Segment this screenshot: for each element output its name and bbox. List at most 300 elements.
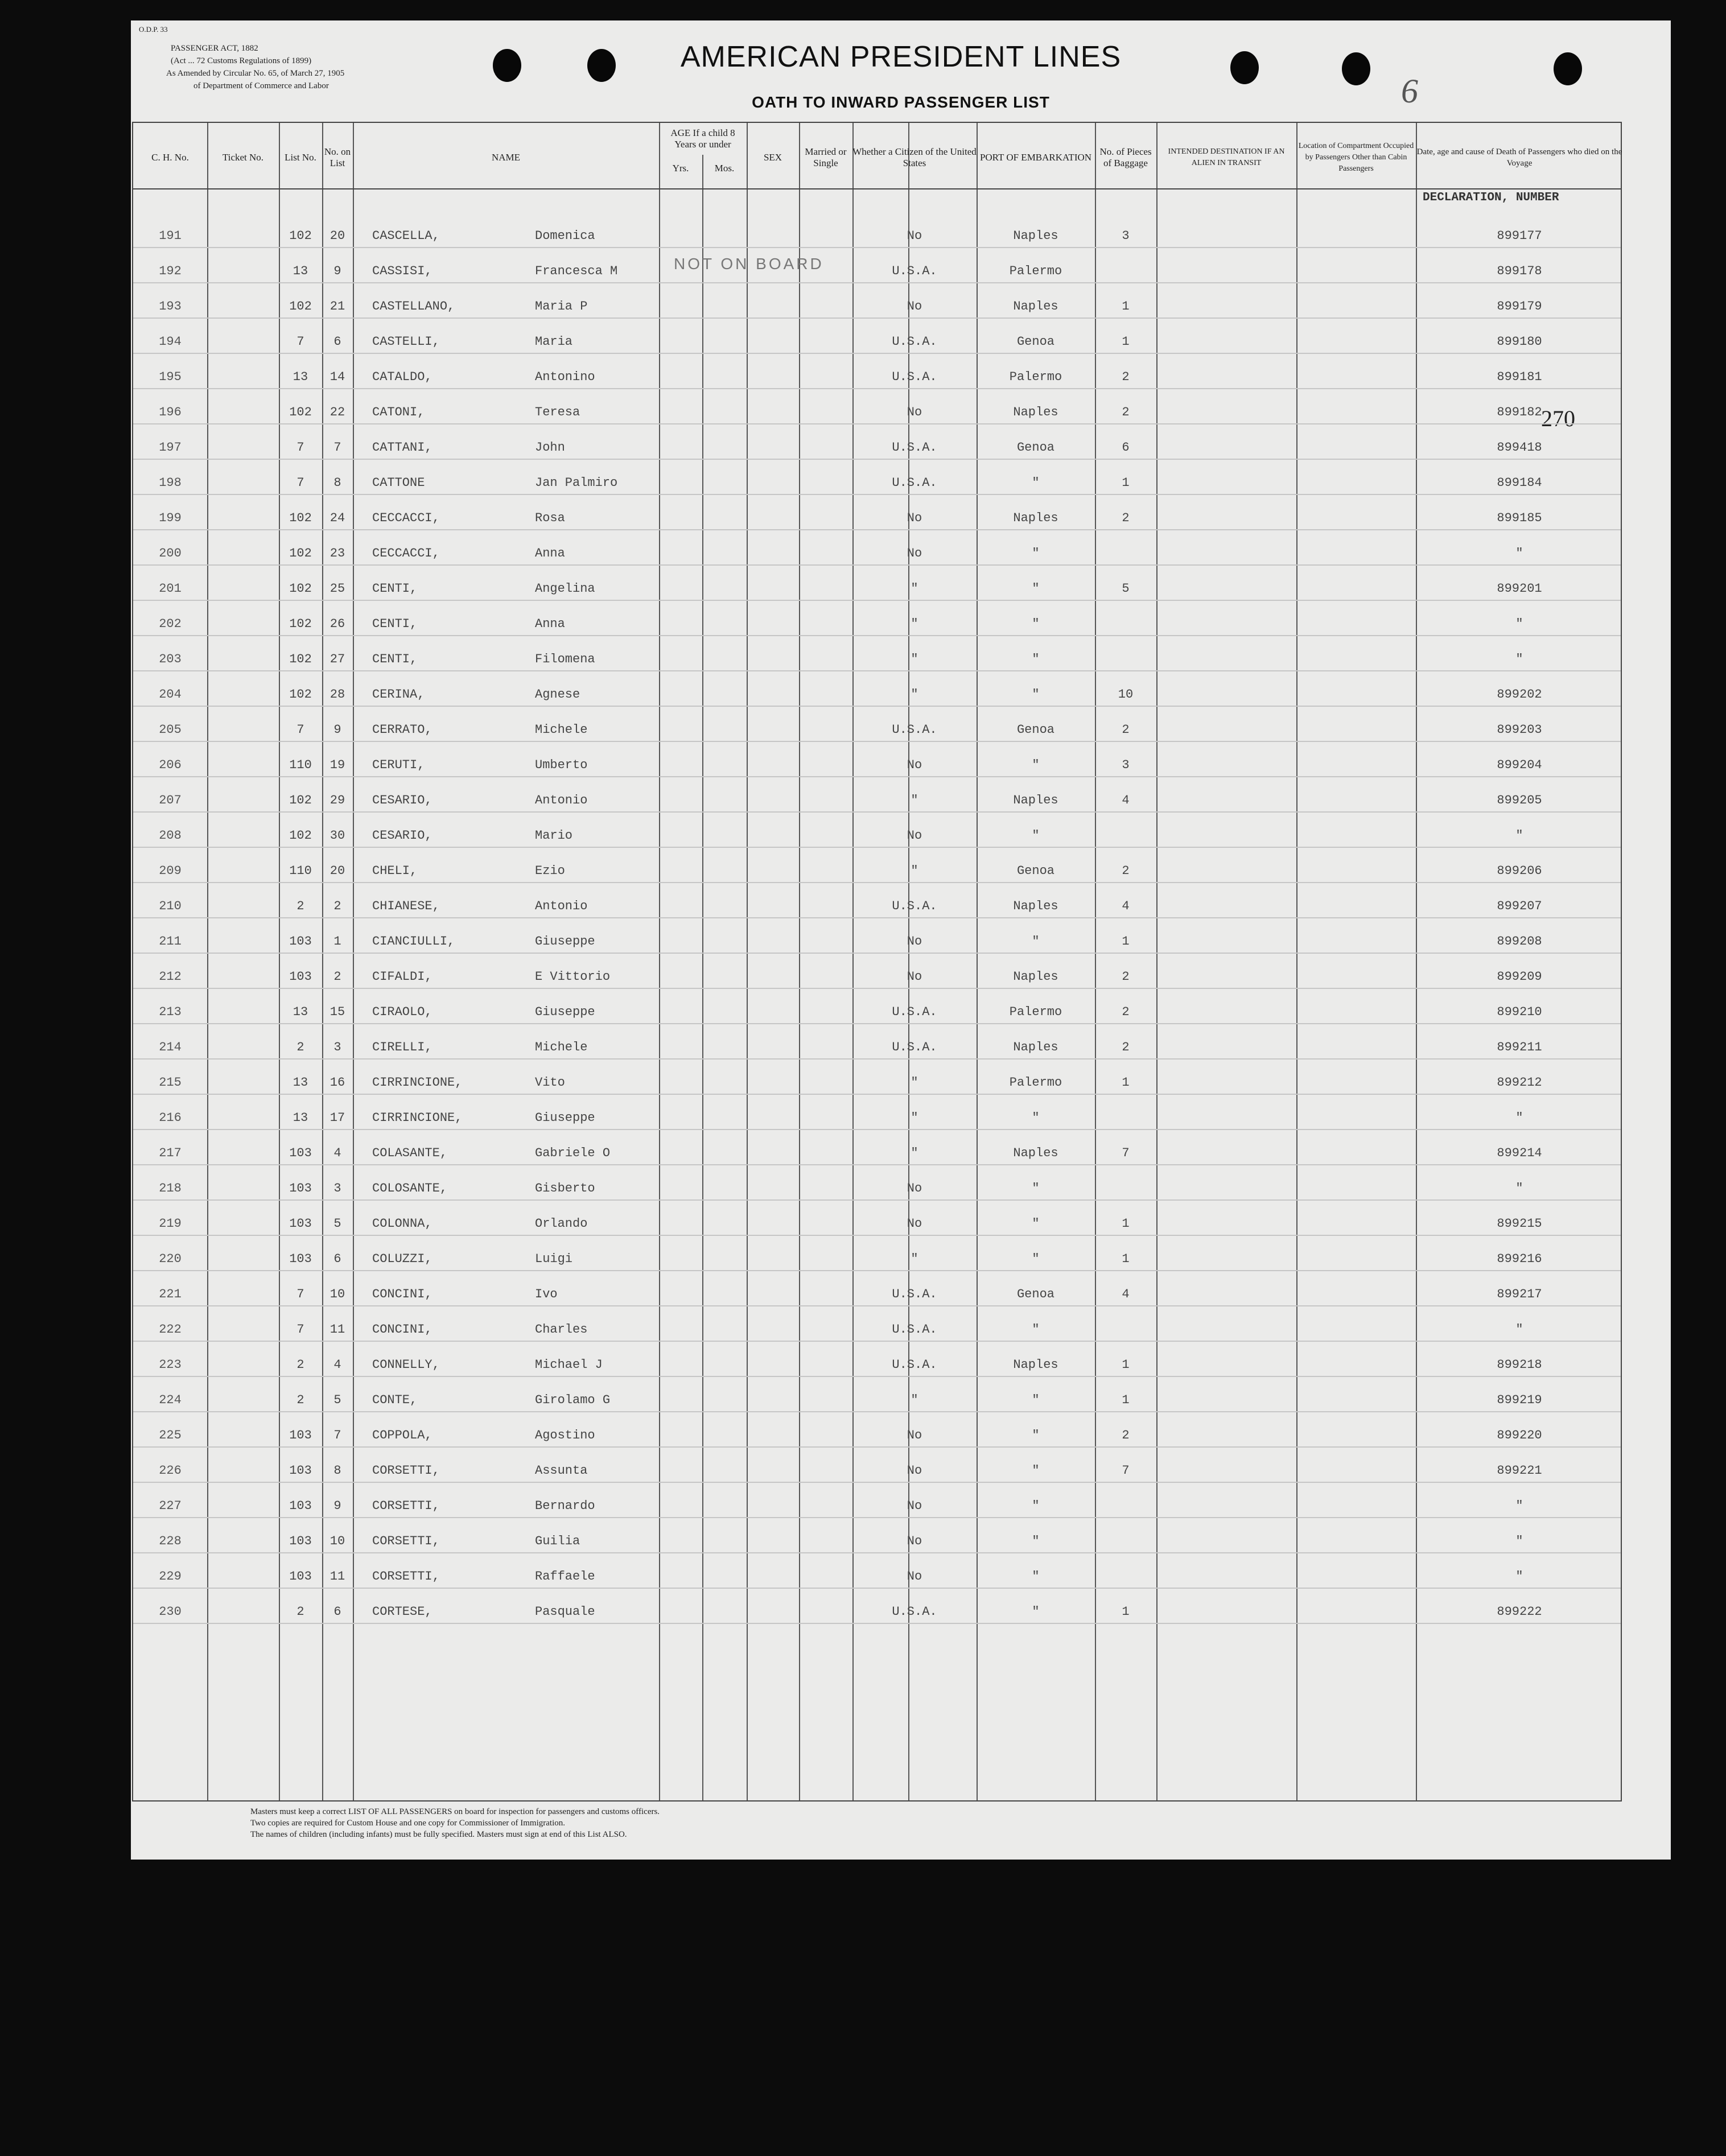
cell-list: 13 [293, 264, 308, 278]
cell-surname: CORSETTI, [372, 1499, 440, 1513]
cell-onlist: 17 [329, 1111, 345, 1125]
cell-bag: 1 [1122, 1605, 1130, 1619]
cell-citizen: No [907, 1464, 922, 1478]
footer-line: Two copies are required for Custom House and one copy for Commissioner of Immigration. [250, 1819, 565, 1828]
cell-citizen: No [907, 546, 922, 560]
cell-ch: 230 [159, 1605, 182, 1619]
cell-given: Angelina [535, 582, 595, 596]
cell-ch: 226 [159, 1464, 182, 1478]
cell-ch: 219 [159, 1217, 182, 1231]
cell-ch: 224 [159, 1393, 182, 1407]
handwritten-number: 6 [1401, 72, 1418, 110]
cell-ch: 225 [159, 1428, 182, 1442]
cell-given: Charles [535, 1322, 588, 1337]
table-row [133, 1341, 1621, 1377]
cell-surname: CASCELLA, [372, 229, 440, 243]
cell-onlist: 28 [329, 687, 345, 702]
cell-given: Ivo [535, 1287, 558, 1301]
cell-decl: 899203 [1497, 723, 1542, 737]
cell-onlist: 8 [333, 476, 341, 490]
cell-list: 103 [289, 1569, 312, 1584]
cell-list: 102 [289, 511, 312, 525]
cell-given: John [535, 440, 565, 455]
table-row [133, 847, 1621, 883]
cell-list: 102 [289, 546, 312, 560]
column-header-married: Married or Single [805, 146, 847, 168]
cell-given: Filomena [535, 652, 595, 666]
cell-bag: 1 [1122, 1252, 1130, 1266]
cell-onlist: 21 [329, 299, 345, 314]
cell-given: Antonio [535, 899, 588, 913]
cell-given: Orlando [535, 1217, 588, 1231]
cell-surname: CIRRINCIONE, [372, 1075, 463, 1090]
cell-port: Palermo [1009, 1075, 1062, 1090]
cell-port: " [1032, 617, 1040, 631]
cell-surname: CERINA, [372, 687, 425, 702]
table-row [133, 247, 1621, 283]
cell-bag: 2 [1122, 370, 1130, 384]
column-header-location: Location of Compartment Occupied by Passengers Other than Cabin Passengers [1298, 142, 1414, 173]
cell-surname: CONTE, [372, 1393, 418, 1407]
cell-bag: 2 [1122, 1040, 1130, 1054]
cell-ch: 218 [159, 1181, 182, 1196]
cell-port: " [1032, 1252, 1040, 1266]
cell-decl: " [1515, 1181, 1523, 1196]
cell-onlist: 22 [329, 405, 345, 419]
cell-surname: CECCACCI, [372, 511, 440, 525]
cell-surname: CIRRINCIONE, [372, 1111, 463, 1125]
cell-ch: 201 [159, 582, 182, 596]
cell-ch: 207 [159, 793, 182, 807]
cell-citizen: No [907, 511, 922, 525]
cell-list: 110 [289, 864, 312, 878]
cell-port: " [1032, 1428, 1040, 1442]
cell-port: " [1032, 758, 1040, 772]
cell-bag: 3 [1122, 758, 1130, 772]
table-row [133, 282, 1621, 319]
cell-surname: CHIANESE, [372, 899, 440, 913]
cell-ch: 191 [159, 229, 182, 243]
cell-decl: " [1515, 828, 1523, 843]
cell-port: Naples [1013, 511, 1058, 525]
cell-citizen: " [911, 652, 918, 666]
cell-surname: CIRAOLO, [372, 1005, 432, 1019]
cell-onlist: 11 [329, 1322, 345, 1337]
cell-bag: 5 [1122, 582, 1130, 596]
cell-port: " [1032, 582, 1040, 596]
cell-citizen: U.S.A. [892, 1358, 937, 1372]
cell-ch: 209 [159, 864, 182, 878]
table-row [133, 1129, 1621, 1165]
cell-surname: CATTONE [372, 476, 425, 490]
cell-bag: 1 [1122, 1358, 1130, 1372]
cell-ch: 204 [159, 687, 182, 702]
cell-given: Vito [535, 1075, 565, 1090]
cell-decl: " [1515, 1499, 1523, 1513]
cell-port: " [1032, 1181, 1040, 1196]
cell-surname: COLONNA, [372, 1217, 432, 1231]
passenger-table [132, 122, 1622, 1802]
cell-given: Francesca M [535, 264, 618, 278]
cell-decl: " [1515, 617, 1523, 631]
cell-surname: CASSISI, [372, 264, 432, 278]
cell-port: Genoa [1016, 440, 1054, 455]
table-row [133, 1517, 1621, 1553]
cell-citizen: No [907, 970, 922, 984]
cell-list: 102 [289, 652, 312, 666]
cell-citizen: U.S.A. [892, 440, 937, 455]
cell-ch: 217 [159, 1146, 182, 1160]
cell-decl: " [1515, 1569, 1523, 1584]
cell-ch: 208 [159, 828, 182, 843]
cell-citizen: U.S.A. [892, 335, 937, 349]
cell-decl: 899204 [1497, 758, 1542, 772]
table-row [133, 318, 1621, 354]
cell-given: Michele [535, 1040, 588, 1054]
cell-bag: 2 [1122, 864, 1130, 878]
cell-surname: CONCINI, [372, 1322, 432, 1337]
cell-ch: 202 [159, 617, 182, 631]
page-subtitle: OATH TO INWARD PASSENGER LIST [752, 93, 1050, 111]
cell-surname: CENTI, [372, 617, 418, 631]
cell-ch: 197 [159, 440, 182, 455]
cell-citizen: U.S.A. [892, 476, 937, 490]
cell-decl: 899179 [1497, 299, 1542, 314]
cell-surname: CENTI, [372, 652, 418, 666]
cell-citizen: " [911, 1393, 918, 1407]
table-row [133, 1588, 1621, 1624]
cell-citizen: U.S.A. [892, 1322, 937, 1337]
cell-onlist: 6 [333, 1605, 341, 1619]
cell-port: " [1032, 687, 1040, 702]
cell-bag: 1 [1122, 335, 1130, 349]
cell-citizen: " [911, 687, 918, 702]
cell-given: Bernardo [535, 1499, 595, 1513]
cell-surname: CHELI, [372, 864, 418, 878]
cell-bag: 7 [1122, 1464, 1130, 1478]
cell-surname: CERUTI, [372, 758, 425, 772]
table-row [133, 953, 1621, 989]
cell-bag: 10 [1118, 687, 1134, 702]
cell-citizen: No [907, 299, 922, 314]
cell-list: 13 [293, 1005, 308, 1019]
cell-onlist: 20 [329, 229, 345, 243]
cell-citizen: " [911, 617, 918, 631]
cell-list: 7 [296, 476, 304, 490]
cell-list: 2 [296, 1358, 304, 1372]
cell-surname: COLUZZI, [372, 1252, 432, 1266]
table-row [133, 1552, 1621, 1589]
cell-list: 7 [296, 440, 304, 455]
cell-surname: CATONI, [372, 405, 425, 419]
cell-port: Naples [1013, 793, 1058, 807]
cell-list: 7 [296, 335, 304, 349]
cell-decl: 899202 [1497, 687, 1542, 702]
cell-ch: 221 [159, 1287, 182, 1301]
cell-surname: CATTANI, [372, 440, 432, 455]
cell-surname: CIANCIULLI, [372, 934, 455, 949]
cell-citizen: No [907, 229, 922, 243]
cell-surname: CORSETTI, [372, 1534, 440, 1548]
cell-decl: 899177 [1497, 229, 1542, 243]
cell-citizen: U.S.A. [892, 1287, 937, 1301]
cell-decl: " [1515, 1111, 1523, 1125]
table-row [133, 1482, 1621, 1518]
act-line: As Amended by Circular No. 65, of March 27, 1905 [166, 69, 345, 78]
cell-citizen: U.S.A. [892, 723, 937, 737]
cell-onlist: 27 [329, 652, 345, 666]
cell-onlist: 6 [333, 1252, 341, 1266]
table-row [133, 811, 1621, 848]
column-header-baggage: No. of Pieces of Baggage [1099, 146, 1152, 168]
cell-list: 102 [289, 828, 312, 843]
cell-decl: 899207 [1497, 899, 1542, 913]
cell-surname: CERRATO, [372, 723, 432, 737]
cell-decl: 899181 [1497, 370, 1542, 384]
cell-list: 103 [289, 1146, 312, 1160]
cell-given: Ezio [535, 864, 565, 878]
cell-ch: 198 [159, 476, 182, 490]
cell-decl: " [1515, 546, 1523, 560]
cell-onlist: 6 [333, 335, 341, 349]
cell-list: 102 [289, 793, 312, 807]
table-row [133, 1446, 1621, 1483]
cell-list: 102 [289, 687, 312, 702]
cell-port: " [1032, 934, 1040, 949]
cell-surname: CONNELLY, [372, 1358, 440, 1372]
cell-decl: 899209 [1497, 970, 1542, 984]
cell-given: Teresa [535, 405, 580, 419]
cell-given: Anna [535, 617, 565, 631]
cell-onlist: 29 [329, 793, 345, 807]
cell-decl: 899222 [1497, 1605, 1542, 1619]
cell-ch: 194 [159, 335, 182, 349]
column-header-list: List No. [285, 152, 316, 163]
footer-line: The names of children (including infants) must be fully specified. Masters must sign at end of this List ALSO. [250, 1830, 627, 1839]
cell-port: " [1032, 1464, 1040, 1478]
cell-list: 2 [296, 1393, 304, 1407]
cell-port: Naples [1013, 1358, 1058, 1372]
cell-port: Genoa [1016, 1287, 1054, 1301]
cell-port: " [1032, 1569, 1040, 1584]
cell-citizen: No [907, 1217, 922, 1231]
cell-list: 103 [289, 1252, 312, 1266]
cell-onlist: 15 [329, 1005, 345, 1019]
footer-notes [250, 1806, 1218, 1840]
cell-surname: COPPOLA, [372, 1428, 432, 1442]
cell-ch: 196 [159, 405, 182, 419]
cell-citizen: U.S.A. [892, 899, 937, 913]
cell-ch: 227 [159, 1499, 182, 1513]
cell-decl: 899208 [1497, 934, 1542, 949]
act-line: PASSENGER ACT, 1882 [171, 44, 258, 53]
column-header-age: AGE If a child 8 Years or under [670, 127, 735, 150]
column-header-port: PORT OF EMBARKATION [979, 152, 1092, 163]
cell-list: 7 [296, 1287, 304, 1301]
cell-port: Naples [1013, 299, 1058, 314]
cell-given: Domenica [535, 229, 595, 243]
cell-citizen: " [911, 864, 918, 878]
cell-onlist: 10 [329, 1287, 345, 1301]
cell-decl: 899216 [1497, 1252, 1542, 1266]
cell-port: " [1032, 652, 1040, 666]
cell-port: Naples [1013, 1146, 1058, 1160]
act-line: of Department of Commerce and Labor [193, 81, 329, 90]
cell-given: Assunta [535, 1464, 588, 1478]
cell-port: Naples [1013, 229, 1058, 243]
footer-line: Masters must keep a correct LIST OF ALL PASSENGERS on board for inspection for passengers and customs officers. [250, 1807, 660, 1816]
cell-citizen: U.S.A. [892, 1005, 937, 1019]
cell-given: Anna [535, 546, 565, 560]
cell-given: Michele [535, 723, 588, 737]
cell-citizen: U.S.A. [892, 1040, 937, 1054]
column-header-ticket: Ticket No. [222, 152, 264, 163]
cell-onlist: 4 [333, 1146, 341, 1160]
cell-ch: 193 [159, 299, 182, 314]
cell-citizen: " [911, 1146, 918, 1160]
cell-onlist: 3 [333, 1181, 341, 1196]
table-row [133, 882, 1621, 918]
cell-citizen: No [907, 1534, 922, 1548]
cell-onlist: 30 [329, 828, 345, 843]
table-row [133, 706, 1621, 742]
cell-ch: 203 [159, 652, 182, 666]
cell-given: Gisberto [535, 1181, 595, 1196]
cell-decl: " [1515, 652, 1523, 666]
cell-port: Naples [1013, 405, 1058, 419]
table-row [133, 423, 1621, 460]
cell-list: 103 [289, 1428, 312, 1442]
cell-bag: 2 [1122, 723, 1130, 737]
cell-citizen: No [907, 1569, 922, 1584]
cell-onlist: 4 [333, 1358, 341, 1372]
cell-bag: 4 [1122, 899, 1130, 913]
cell-surname: COLASANTE, [372, 1146, 448, 1160]
cell-onlist: 9 [333, 723, 341, 737]
cell-decl: 899219 [1497, 1393, 1542, 1407]
cell-decl: 899212 [1497, 1075, 1542, 1090]
cell-onlist: 10 [329, 1534, 345, 1548]
column-header-yrs: Yrs. [672, 163, 689, 174]
table-row [133, 1164, 1621, 1201]
cell-decl: 899201 [1497, 582, 1542, 596]
cell-surname: CATALDO, [372, 370, 432, 384]
cell-ch: 213 [159, 1005, 182, 1019]
cell-given: Pasquale [535, 1605, 595, 1619]
table-row [133, 1199, 1621, 1236]
cell-surname: CASTELLANO, [372, 299, 455, 314]
table-row [133, 494, 1621, 530]
cell-decl: 899184 [1497, 476, 1542, 490]
cell-given: Agostino [535, 1428, 595, 1442]
table-row [133, 1094, 1621, 1130]
cell-ch: 200 [159, 546, 182, 560]
cell-onlist: 2 [333, 899, 341, 913]
cell-onlist: 26 [329, 617, 345, 631]
table-row [133, 670, 1621, 707]
cell-onlist: 19 [329, 758, 345, 772]
cell-given: Rosa [535, 511, 565, 525]
cell-given: Maria P [535, 299, 588, 314]
cell-given: Mario [535, 828, 573, 843]
cell-list: 102 [289, 229, 312, 243]
cell-port: Palermo [1009, 370, 1062, 384]
cell-surname: CENTI, [372, 582, 418, 596]
cell-surname: CASTELLI, [372, 335, 440, 349]
cell-surname: COLOSANTE, [372, 1181, 448, 1196]
cell-bag: 2 [1122, 511, 1130, 525]
cell-list: 2 [296, 899, 304, 913]
cell-bag: 7 [1122, 1146, 1130, 1160]
cell-port: Palermo [1009, 264, 1062, 278]
cell-decl: 899218 [1497, 1358, 1542, 1372]
cell-decl: 899178 [1497, 264, 1542, 278]
cell-port: " [1032, 1217, 1040, 1231]
cell-citizen: " [911, 793, 918, 807]
cell-citizen: U.S.A. [892, 370, 937, 384]
cell-port: " [1032, 1322, 1040, 1337]
cell-ch: 195 [159, 370, 182, 384]
cell-citizen: U.S.A. [892, 264, 937, 278]
cell-given: Luigi [535, 1252, 573, 1266]
cell-port: " [1032, 828, 1040, 843]
declaration-number-header: DECLARATION, NUMBER [1423, 191, 1559, 204]
cell-decl: 899217 [1497, 1287, 1542, 1301]
cell-onlist: 9 [333, 1499, 341, 1513]
cell-list: 103 [289, 1534, 312, 1548]
cell-given: Guilia [535, 1534, 580, 1548]
page-title: AMERICAN PRESIDENT LINES [680, 40, 1122, 73]
cell-bag: 4 [1122, 793, 1130, 807]
cell-surname: CIRELLI, [372, 1040, 432, 1054]
cell-citizen: No [907, 1499, 922, 1513]
cell-list: 110 [289, 758, 312, 772]
cell-citizen: " [911, 1111, 918, 1125]
cell-list: 103 [289, 934, 312, 949]
cell-decl: 899206 [1497, 864, 1542, 878]
cell-list: 7 [296, 723, 304, 737]
cell-decl: 899205 [1497, 793, 1542, 807]
table-row [133, 1305, 1621, 1342]
cell-ch: 223 [159, 1358, 182, 1372]
column-header-destination: INTENDED DESTINATION IF AN ALIEN IN TRANSIT [1168, 147, 1285, 167]
cell-given: Giuseppe [535, 1111, 595, 1125]
cell-onlist: 14 [329, 370, 345, 384]
table-row [133, 1235, 1621, 1271]
cell-given: Giuseppe [535, 934, 595, 949]
table-row [133, 212, 1621, 248]
cell-onlist: 23 [329, 546, 345, 560]
cell-onlist: 7 [333, 1428, 341, 1442]
cell-decl: " [1515, 1322, 1523, 1337]
table-row [133, 353, 1621, 389]
table-row [133, 564, 1621, 601]
cell-port: " [1032, 1499, 1040, 1513]
cell-citizen: " [911, 1075, 918, 1090]
cell-port: Palermo [1009, 1005, 1062, 1019]
cell-surname: CONCINI, [372, 1287, 432, 1301]
cell-surname: CORSETTI, [372, 1464, 440, 1478]
cell-decl: 899221 [1497, 1464, 1542, 1478]
cell-citizen: No [907, 934, 922, 949]
cell-onlist: 24 [329, 511, 345, 525]
cell-ch: 212 [159, 970, 182, 984]
cell-decl: " [1515, 1534, 1523, 1548]
cell-list: 13 [293, 370, 308, 384]
cell-port: " [1032, 476, 1040, 490]
cell-ch: 228 [159, 1534, 182, 1548]
cell-list: 13 [293, 1075, 308, 1090]
